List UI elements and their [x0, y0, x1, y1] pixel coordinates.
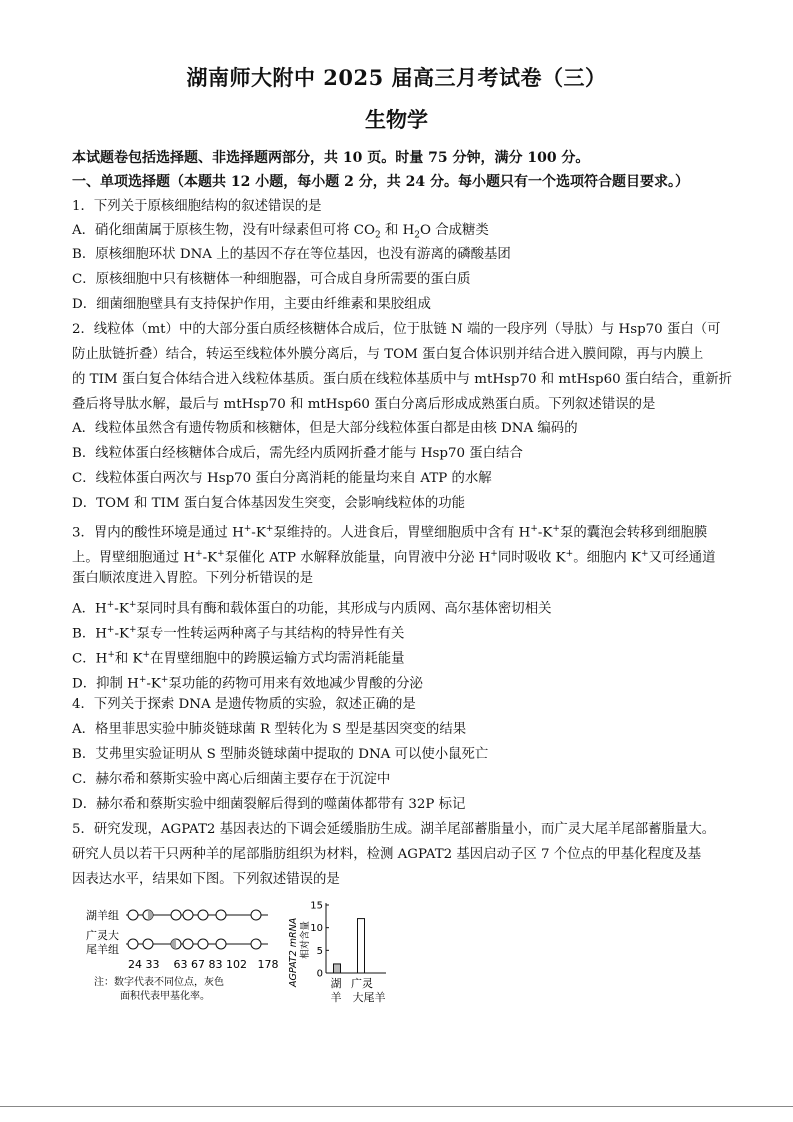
question-3-stem-line1: 3．胃内的酸性环境是通过 H+-K+泵维持的。人进食后，胃壁细胞质中含有 H+-K+泵的囊泡会转移到细胞膜	[72, 524, 708, 541]
question-2-option-b: B．线粒体蛋白经核糖体合成后，需先经内质网折叠才能与 Hsp70 蛋白结合	[72, 446, 523, 461]
bar1-label-a: 湖	[330, 977, 342, 990]
chart-ylabel2: 相对含量	[300, 920, 311, 959]
question-2-stem-line1: 2．线粒体（mt）中的大部分蛋白质经核糖体合成后，位于肽链 N 端的一段序列（导肽）与 Hsp70 蛋白（可	[72, 322, 721, 337]
figure-note-line1: 注：数字代表不同位点，灰色	[94, 977, 224, 988]
question-2-stem-line2: 防止肽链折叠）结合，转运至线粒体外膜分离后，与 TOM 蛋白复合体识别并结合进入膜间隙，再与内膜上	[72, 347, 704, 362]
question-5-stem-line2: 研究人员以若干只两种羊的尾部脂肪组织为材料，检测 AGPAT2 基因启动子区 7 个位点的甲基化程度及基	[72, 847, 702, 862]
bar1-label-b: 羊	[330, 991, 342, 1004]
exam-title: 湖南师大附中 2025 届高三月考试卷（三）	[186, 65, 607, 90]
question-1-option-d: D．细菌细胞壁具有支持保护作用，主要由纤维素和果胶组成	[72, 297, 431, 312]
subject-title: 生物学	[365, 107, 428, 132]
question-3-stem-line2: 上。胃壁细胞通过 H+-K+泵催化 ATP 水解释放能量，向胃液中分泌 H+同时吸收 K+。细胞内 K+又可经通道	[72, 549, 716, 566]
question-2-stem-line3: 的 TIM 蛋白复合体结合进入线粒体基质。蛋白质在线粒体基质中与 mtHsp70 和 mtHsp60 蛋白结合，重新折	[72, 372, 733, 387]
question-3-option-a: A．H+-K+泵同时具有酶和载体蛋白的功能，其形成与内质网、高尔基体密切相关	[72, 600, 552, 617]
question-1-option-a: A．硝化细菌属于原核生物，没有叶绿素但可将 $CO_2$ 和 $H_2O$ 合成糖类	[72, 223, 489, 241]
question-4-option-b: B．艾弗里实验证明从 S 型肺炎链球菌中提取的 DNA 可以使小鼠死亡	[72, 747, 489, 762]
question-3-option-c: C．H+和 K+在胃壁细胞中的跨膜运输方式均需消耗能量	[72, 650, 405, 667]
question-2-stem-line4: 叠后将导肽水解，最后与 mtHsp70 和 mtHsp60 蛋白分离后形成成熟蛋白质。下列叙述错误的是	[72, 397, 656, 412]
chart-ylabel: AGPAT2 mRNA	[288, 917, 299, 987]
section-heading: 一、单项选择题（本题共 12 小题，每小题 2 分，共 24 分。每小题只有一个选项符合题目要求。）	[72, 174, 689, 190]
y-tick-label: 5	[316, 945, 323, 957]
figure-note-line2: 面积代表甲基化率。	[120, 991, 210, 1002]
question-1-stem: 1．下列关于原核细胞结构的叙述错误的是	[72, 199, 322, 214]
page-bottom-rule	[0, 1106, 793, 1107]
chart-axes	[310, 901, 386, 980]
bar-2	[358, 919, 365, 973]
y-tick-label: 15	[310, 900, 323, 912]
bar2-label-a: 广灵	[351, 977, 373, 990]
question-5-stem-line3: 因表达水平，结果如下图。下列叙述错误的是	[72, 872, 340, 887]
question-1-option-b: B．原核细胞环状 DNA 上的基因不存在等位基因，也没有游离的磷酸基团	[72, 247, 511, 262]
row2-label-a: 广灵大	[86, 929, 119, 942]
question-4-option-a: A．格里菲思实验中肺炎链球菌 R 型转化为 S 型是基因突变的结果	[72, 722, 467, 737]
row1-label: 湖羊组	[86, 909, 119, 922]
question-2-option-d: D．TOM 和 TIM 蛋白复合体基因发生突变，会影响线粒体的功能	[72, 496, 466, 511]
chart-bars	[334, 919, 365, 973]
exam-intro: 本试题卷包括选择题、非选择题两部分，共 10 页。时量 75 分钟，满分 100 分。	[72, 150, 590, 166]
question-4-stem: 4．下列关于探索 DNA 是遗传物质的实验，叙述正确的是	[72, 697, 416, 712]
question-3-option-b: B．H+-K+泵专一性转运两种离子与其结构的特异性有关	[72, 625, 405, 642]
question-3-stem-line3: 蛋白顺浓度进入胃腔。下列分析错误的是	[72, 571, 314, 586]
y-tick-label: 0	[316, 968, 323, 980]
site-positions: 24 33 63 67 83 102 178	[128, 958, 279, 971]
question-1-option-c: C．原核细胞中只有核糖体一种细胞器，可合成自身所需要的蛋白质	[72, 272, 471, 287]
bar-1	[334, 964, 341, 973]
y-tick-label: 10	[310, 923, 323, 935]
question-4-option-c: C．赫尔希和蔡斯实验中离心后细菌主要存在于沉淀中	[72, 772, 391, 787]
question-5-stem-line1: 5．研究发现，AGPAT2 基因表达的下调会延缓脂肪生成。湖羊尾部蓄脂量小，而广灵大尾羊尾部蓄脂量大。	[72, 822, 716, 837]
question-4-option-d: D．赫尔希和蔡斯实验中细菌裂解后得到的噬菌体都带有 32P 标记	[72, 797, 466, 812]
bar2-label-b: 大尾羊	[352, 991, 386, 1004]
question-2-option-c: C．线粒体蛋白两次与 Hsp70 蛋白分离消耗的能量均来自 ATP 的水解	[72, 471, 492, 486]
row2-label-b: 尾羊组	[86, 943, 119, 956]
question-2-option-a: A．线粒体虽然含有遗传物质和核糖体，但是大部分线粒体蛋白都是由核 DNA 编码的	[72, 421, 578, 436]
question-3-option-d: D．抑制 H+-K+泵功能的药物可用来有效地减少胃酸的分泌	[72, 675, 423, 692]
methylation-figure	[86, 897, 406, 1037]
